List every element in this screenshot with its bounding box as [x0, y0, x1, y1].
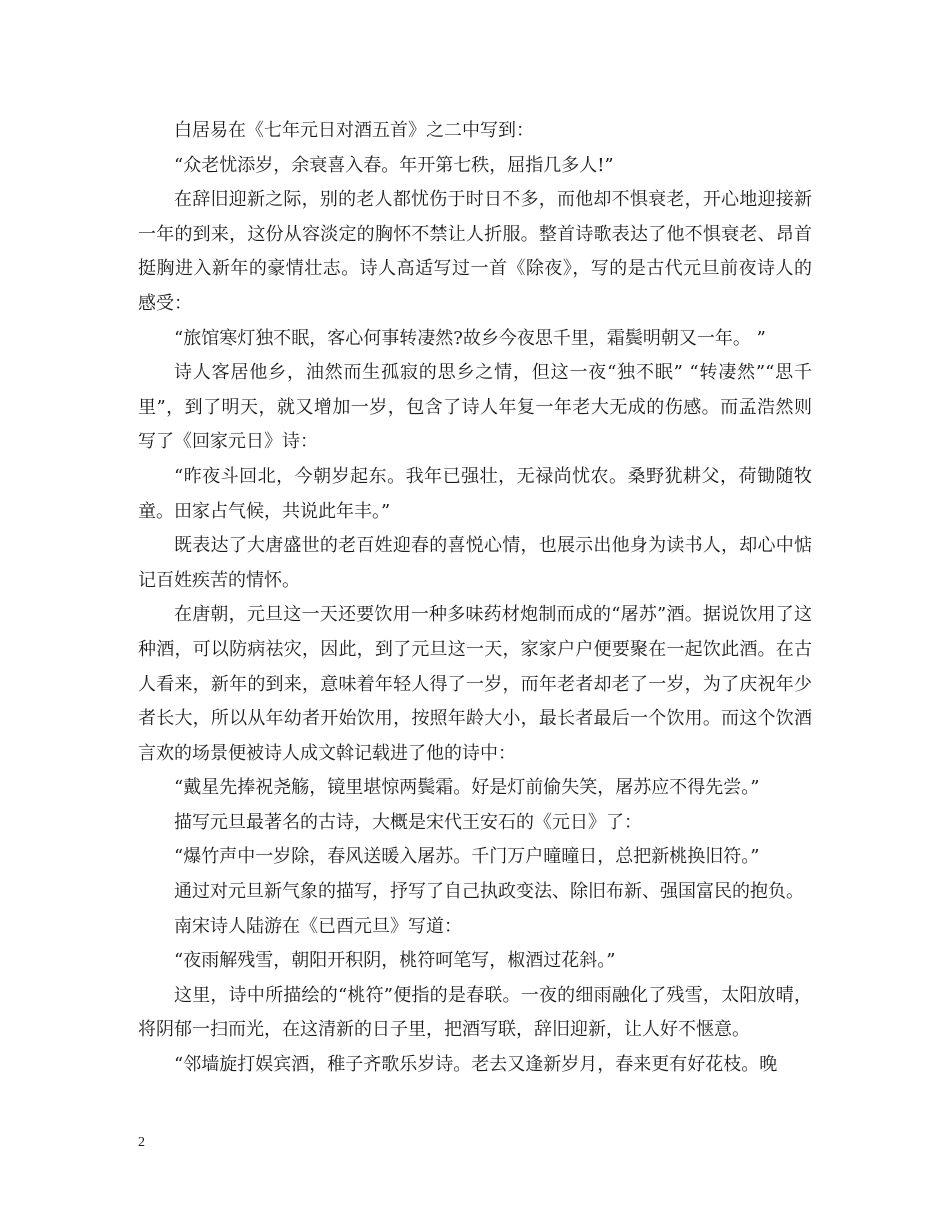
paragraph-16: “邻墙旋打娱宾酒，稚子齐歌乐岁诗。老去又逢新岁月，春来更有好花枝。晚 [174, 1054, 778, 1076]
paragraph-5: 诗人客居他乡，油然而生孤寂的思乡之情，但这一夜“独不眠” “转凄然”“思千里”，到了明天，就又增加一岁，包含了诗人年复一年老大无成的伤感。而孟浩然则写了《回家元日》诗： [138, 362, 812, 453]
paragraph-7: 既表达了大唐盛世的老百姓迎春的喜悦心情，也展示出他身为读书人，却心中惦记百姓疾苦的情怀。 [138, 535, 812, 591]
page-number: 2 [138, 1135, 145, 1150]
paragraph-8: 在唐朝，元旦这一天还要饮用一种多味药材炮制而成的“屠苏”酒。据说饮用了这种酒，可以防病祛灾，因此，到了元旦这一天，家家户户便要聚在一起饮此酒。在古人看来，新年的到来，意味着年轻人得了一岁，而年老者却老了一岁，为了庆祝年少者长大，所以从年幼者开始饮用，按照年龄大小，最长者最后一个饮用。而这个饮酒言欢的场景便被诗人成文斡记载进了他的诗中： [138, 604, 812, 764]
paragraph-11: “爆竹声中一岁除，春风送暖入屠苏。千门万户曈曈日，总把新桃换旧符。” [174, 846, 760, 868]
paragraph-6: “昨夜斗回北，今朝岁起东。我年已强壮，无禄尚忧农。桑野犹耕父，荷锄随牧童。田家占气候，共说此年丰。” [138, 465, 812, 522]
paragraph-12: 通过对元旦新气象的描写，抒写了自己执政变法、除旧布新、强国富民的抱负。 [174, 881, 804, 903]
paragraph-10: 描写元旦最著名的古诗，大概是宋代王安石的《元日》了： [174, 811, 642, 833]
paragraph-2: “众老忧添岁，余衰喜入春。年开第七秩，屈指几多人!” [174, 154, 614, 176]
paragraph-14: “夜雨解残雪，朝阳开积阴，桃符呵笔写，椒酒过花斜。” [174, 950, 616, 972]
paragraph-15: 这里，诗中所描绘的“桃符”便指的是春联。一夜的细雨融化了残雪，太阳放晴，将阴郁一扫而光，在这清新的日子里，把酒写联，辞旧迎新，让人好不惬意。 [138, 984, 812, 1041]
paragraph-1: 白居易在《七年元日对酒五首》之二中写到： [174, 120, 534, 141]
paragraph-13: 南宋诗人陆游在《已酉元旦》写道： [174, 915, 462, 937]
paragraph-9: “戴星先捧祝尧觞，镜里堪惊两鬓霜。好是灯前偷失笑，屠苏应不得先尝。” [174, 777, 760, 799]
body-text [138, 114, 812, 1083]
paragraph-4: “旅馆寒灯独不眠，客心何事转凄然?故乡今夜思千里，霜鬓明朝又一年。 ” [174, 327, 766, 349]
paragraph-3: 在辞旧迎新之际，别的老人都忧伤于时日不多，而他却不惧衰老，开心地迎接新一年的到来，这份从容淡定的胸怀不禁让人折服。整首诗歌表达了他不惧衰老、昂首挺胸进入新年的豪情壮志。诗人高适写过一首《除夜》，写的是古代元旦前夜诗人的感受： [138, 189, 812, 314]
